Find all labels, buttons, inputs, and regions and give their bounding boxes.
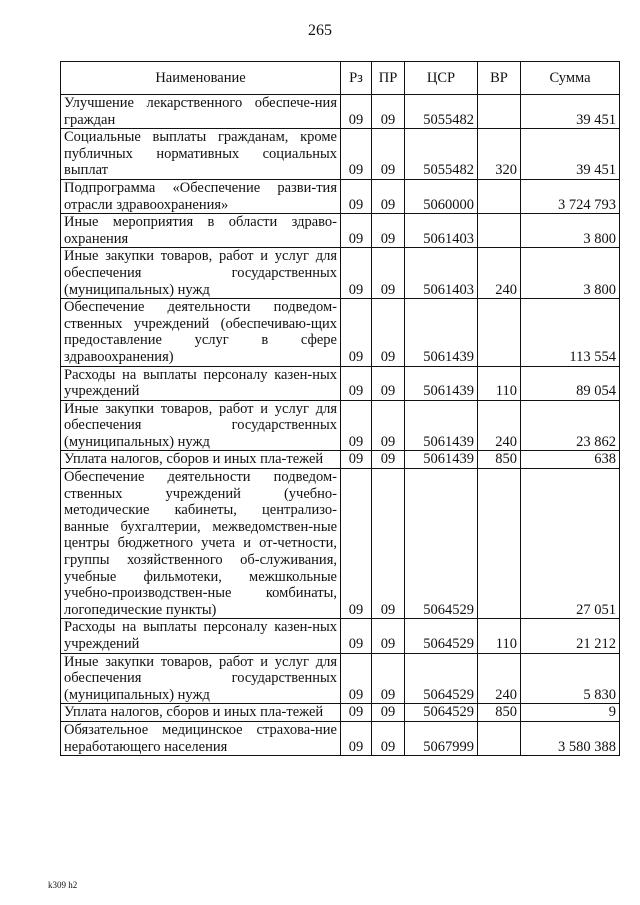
cell-vr: 850 <box>478 704 521 722</box>
cell-vr: 320 <box>478 129 521 180</box>
cell-rz: 09 <box>341 619 372 653</box>
cell-pr: 09 <box>372 214 405 248</box>
table-row <box>61 400 620 451</box>
cell-csr: 5061403 <box>405 248 478 299</box>
table-row <box>61 451 620 469</box>
cell-name: Иные закупки товаров, работ и услуг для обеспечения государственных (муниципальных) нужд <box>61 653 341 704</box>
cell-rz: 09 <box>341 214 372 248</box>
cell-name: Расходы на выплаты персоналу казен-ных учреждений <box>61 619 341 653</box>
cell-rz: 09 <box>341 366 372 400</box>
cell-pr: 09 <box>372 653 405 704</box>
footer-code: k309 h2 <box>48 880 78 890</box>
cell-vr <box>478 214 521 248</box>
header-pr: ПР <box>372 62 405 95</box>
cell-pr: 09 <box>372 400 405 451</box>
cell-rz: 09 <box>341 721 372 755</box>
table-row <box>61 721 620 755</box>
cell-sum: 3 580 388 <box>521 721 620 755</box>
table-row <box>61 366 620 400</box>
cell-rz: 09 <box>341 451 372 469</box>
cell-pr: 09 <box>372 366 405 400</box>
table-row <box>61 214 620 248</box>
table-row <box>61 248 620 299</box>
cell-pr: 09 <box>372 95 405 129</box>
cell-vr: 110 <box>478 366 521 400</box>
cell-pr: 09 <box>372 451 405 469</box>
table-row <box>61 95 620 129</box>
cell-rz: 09 <box>341 400 372 451</box>
header-vr: ВР <box>478 62 521 95</box>
cell-rz: 09 <box>341 248 372 299</box>
header-sum: Сумма <box>521 62 620 95</box>
cell-vr: 240 <box>478 248 521 299</box>
cell-csr: 5064529 <box>405 619 478 653</box>
cell-sum: 3 800 <box>521 214 620 248</box>
cell-csr: 5064529 <box>405 704 478 722</box>
cell-sum: 638 <box>521 451 620 469</box>
cell-sum: 5 830 <box>521 653 620 704</box>
cell-name: Иные закупки товаров, работ и услуг для обеспечения государственных (муниципальных) нужд <box>61 400 341 451</box>
table-body <box>61 95 620 756</box>
cell-vr <box>478 721 521 755</box>
cell-name: Иные закупки товаров, работ и услуг для обеспечения государственных (муниципальных) нужд <box>61 248 341 299</box>
cell-vr <box>478 299 521 366</box>
cell-csr: 5055482 <box>405 95 478 129</box>
cell-vr: 850 <box>478 451 521 469</box>
cell-rz: 09 <box>341 179 372 213</box>
cell-vr: 110 <box>478 619 521 653</box>
cell-sum: 89 054 <box>521 366 620 400</box>
cell-sum: 27 051 <box>521 469 620 619</box>
cell-vr <box>478 95 521 129</box>
cell-vr: 240 <box>478 653 521 704</box>
cell-csr: 5064529 <box>405 469 478 619</box>
cell-rz: 09 <box>341 704 372 722</box>
cell-sum: 39 451 <box>521 95 620 129</box>
cell-name: Подпрограмма «Обеспечение разви-тия отрасли здравоохранения» <box>61 179 341 213</box>
cell-sum: 3 800 <box>521 248 620 299</box>
cell-name: Расходы на выплаты персоналу казен-ных учреждений <box>61 366 341 400</box>
cell-rz: 09 <box>341 653 372 704</box>
cell-rz: 09 <box>341 299 372 366</box>
cell-name: Обязательное медицинское страхова-ние неработающего населения <box>61 721 341 755</box>
page-number: 265 <box>308 22 332 39</box>
cell-sum: 23 862 <box>521 400 620 451</box>
cell-rz: 09 <box>341 469 372 619</box>
cell-sum: 39 451 <box>521 129 620 180</box>
cell-pr: 09 <box>372 179 405 213</box>
cell-pr: 09 <box>372 619 405 653</box>
cell-name: Социальные выплаты гражданам, кроме публичных нормативных социальных выплат <box>61 129 341 180</box>
table-row <box>61 299 620 366</box>
cell-pr: 09 <box>372 248 405 299</box>
header-rz: Рз <box>341 62 372 95</box>
cell-name: Уплата налогов, сборов и иных пла-тежей <box>61 704 341 722</box>
table-row <box>61 179 620 213</box>
cell-pr: 09 <box>372 469 405 619</box>
header-name: Наименование <box>61 62 341 95</box>
table-row <box>61 619 620 653</box>
cell-name: Уплата налогов, сборов и иных пла-тежей <box>61 451 341 469</box>
table-row <box>61 704 620 722</box>
table-row <box>61 469 620 619</box>
table-row <box>61 653 620 704</box>
cell-rz: 09 <box>341 95 372 129</box>
cell-sum: 21 212 <box>521 619 620 653</box>
cell-csr: 5061439 <box>405 366 478 400</box>
header-row <box>61 62 620 95</box>
cell-vr <box>478 179 521 213</box>
table-header <box>61 62 620 95</box>
cell-csr: 5064529 <box>405 653 478 704</box>
cell-name: Иные мероприятия в области здраво-охранения <box>61 214 341 248</box>
cell-name: Улучшение лекарственного обеспече-ния граждан <box>61 95 341 129</box>
cell-name: Обеспечение деятельности подведом-ственных учреждений (обеспечиваю-щих предоставление услуг в сфере здравоохранения) <box>61 299 341 366</box>
cell-csr: 5067999 <box>405 721 478 755</box>
cell-vr <box>478 469 521 619</box>
cell-pr: 09 <box>372 704 405 722</box>
cell-name: Обеспечение деятельности подведом-ственных учреждений (учебно-методические кабинеты, централизо-ванные бухгалтерии, межведомствен-ные центры бюджетного учета и от-четности, группы хозяйственного об-служивания, учебные фильмотеки, межшкольные учебно-производствен-ные комбинаты, логопедические пункты) <box>61 469 341 619</box>
cell-csr: 5060000 <box>405 179 478 213</box>
cell-sum: 113 554 <box>521 299 620 366</box>
cell-pr: 09 <box>372 129 405 180</box>
cell-vr: 240 <box>478 400 521 451</box>
table-row <box>61 129 620 180</box>
cell-csr: 5061439 <box>405 400 478 451</box>
cell-pr: 09 <box>372 721 405 755</box>
budget-table <box>60 61 620 756</box>
cell-csr: 5061439 <box>405 451 478 469</box>
cell-csr: 5061403 <box>405 214 478 248</box>
cell-sum: 3 724 793 <box>521 179 620 213</box>
cell-rz: 09 <box>341 129 372 180</box>
cell-csr: 5055482 <box>405 129 478 180</box>
cell-sum: 9 <box>521 704 620 722</box>
header-csr: ЦСР <box>405 62 478 95</box>
cell-pr: 09 <box>372 299 405 366</box>
cell-csr: 5061439 <box>405 299 478 366</box>
